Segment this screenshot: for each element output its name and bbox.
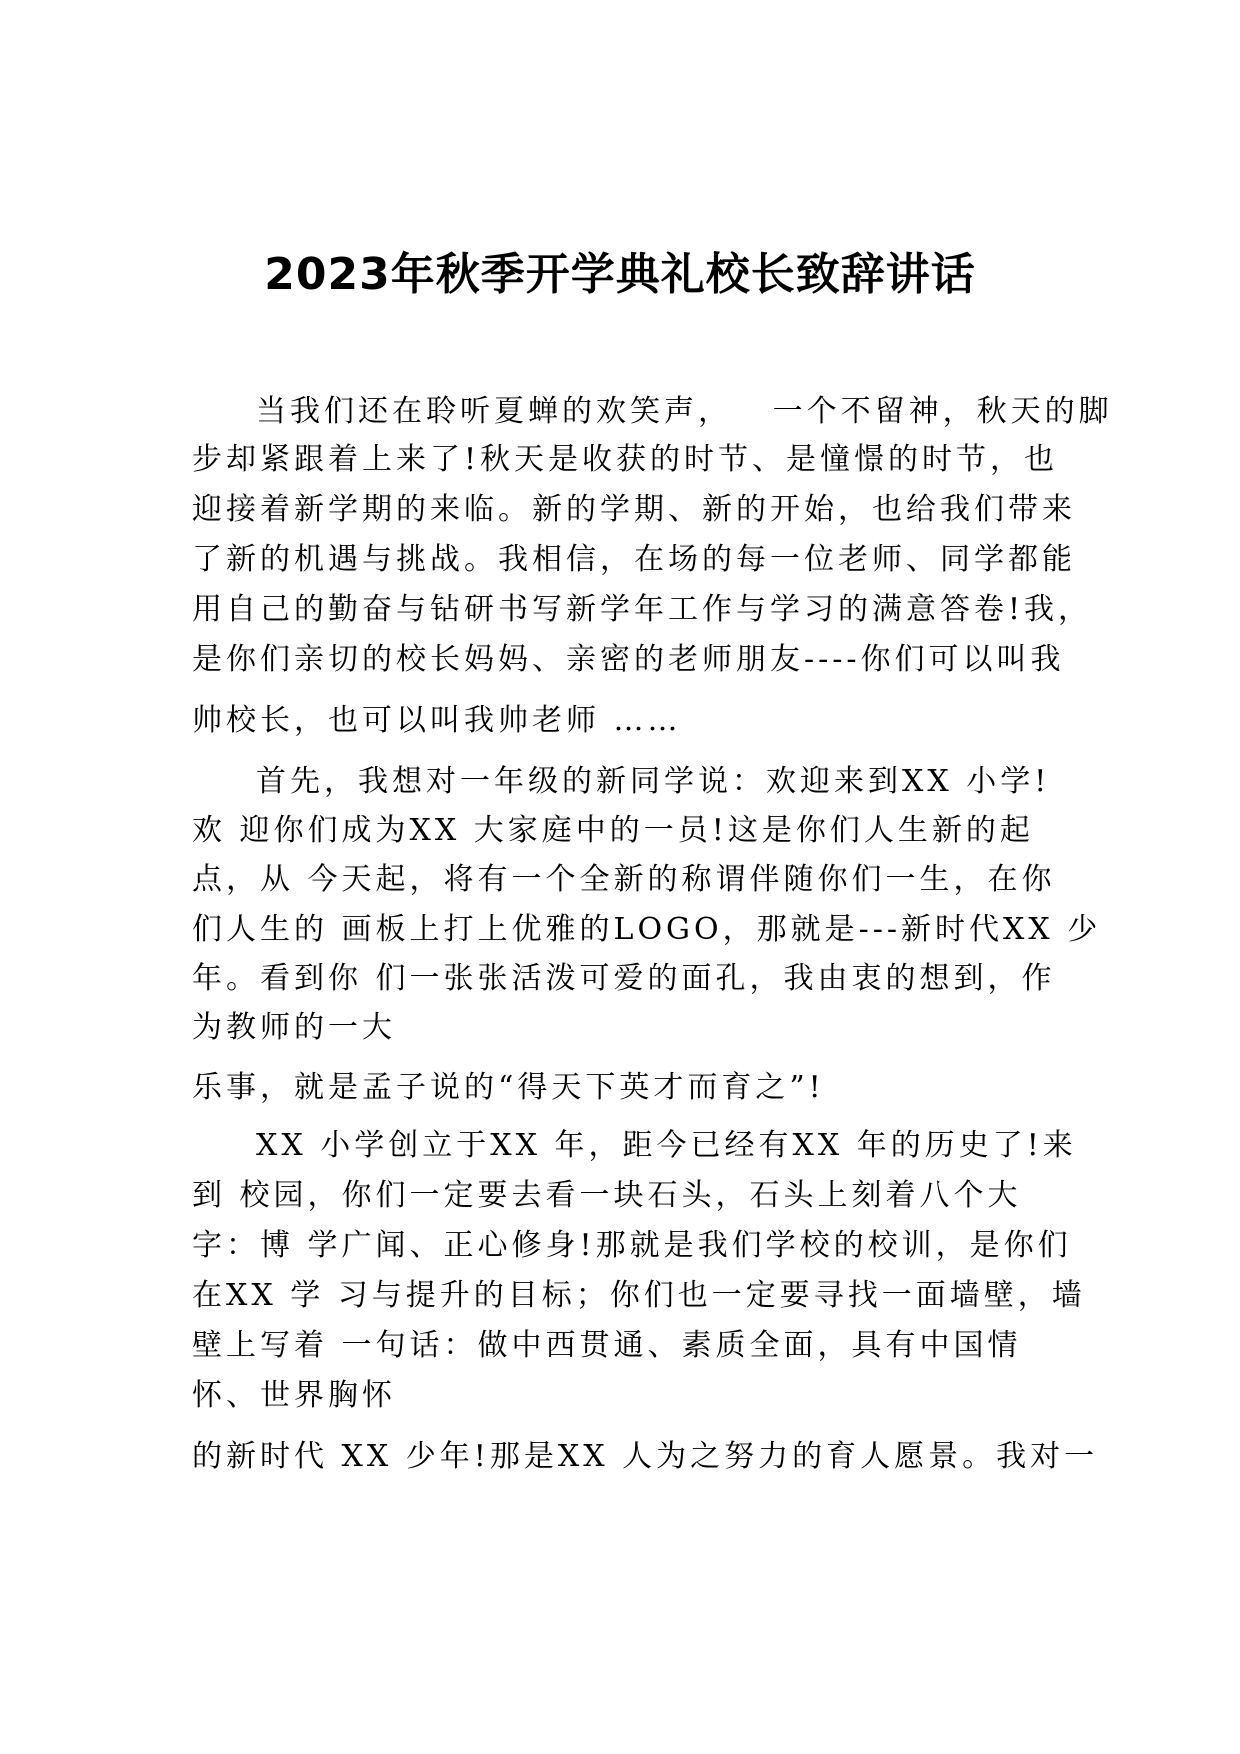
paragraph-line: 乐事，就是孟子说的“得天下英才而育之”! bbox=[192, 1070, 825, 1105]
paragraph-line: 怀、世界胸怀 bbox=[192, 1378, 396, 1413]
paragraph-line: 是你们亲切的校长妈妈、亲密的老师朋友----你们可以叫我 bbox=[192, 642, 1065, 677]
paragraph-line: 年。看到你 们一张张活泼可爱的面孔，我由衷的想到，作 bbox=[192, 961, 1056, 996]
paragraph-line: 迎接着新学期的来临。新的学期、新的开始，也给我们带来 bbox=[192, 492, 1076, 527]
paragraph-line: 当我们还在聆听夏蝉的欢笑声， 一个不留神，秋天的脚 bbox=[256, 394, 1113, 429]
paragraph-line: 帅校长，也可以叫我帅老师 …… bbox=[192, 703, 682, 738]
paragraph-line: 了新的机遇与挑战。我相信，在场的每一位老师、同学都能 bbox=[192, 542, 1076, 577]
paragraph-line: 在XX 学 习与提升的目标；你们也一定要寻找一面墙壁，墙 bbox=[192, 1278, 1086, 1313]
paragraph-line: 首先，我想对一年级的新同学说：欢迎来到XX 小学! bbox=[256, 764, 1051, 799]
paragraph-line: 步却紧跟着上来了!秋天是收获的时节、是憧憬的时节，也 bbox=[192, 442, 1059, 477]
paragraph-line: 用自己的勤奋与钻研书写新学年工作与学习的满意答卷!我， bbox=[192, 592, 1093, 627]
paragraph-line: 为教师的一大 bbox=[192, 1010, 396, 1045]
document-title: 2023年秋季开学典礼校长致辞讲话 bbox=[264, 249, 976, 300]
paragraph-line: 欢 迎你们成为XX 大家庭中的一员!这是你们人生新的起 bbox=[192, 813, 1034, 848]
paragraph-line: 的新时代 XX 少年!那是XX 人为之努力的育人愿景。我对一 bbox=[192, 1439, 1099, 1474]
paragraph-line: 点，从 今天起，将有一个全新的称谓伴随你们一生，在你 bbox=[192, 862, 1056, 897]
paragraph-line: XX 小学创立于XX 年，距今已经有XX 年的历史了!来 bbox=[256, 1128, 1077, 1163]
paragraph-line: 到 校园，你们一定要去看一块石头，石头上刻着八个大 bbox=[192, 1178, 1022, 1213]
paragraph-line: 字：博 学广闻、正心修身!那就是我们学校的校训，是你们 bbox=[192, 1228, 1072, 1263]
paragraph-line: 壁上写着 一句话：做中西贯通、素质全面，具有中国情 bbox=[192, 1328, 1022, 1363]
paragraph-line: 们人生的 画板上打上优雅的LOGO，那就是---新时代XX 少 bbox=[192, 912, 1102, 947]
